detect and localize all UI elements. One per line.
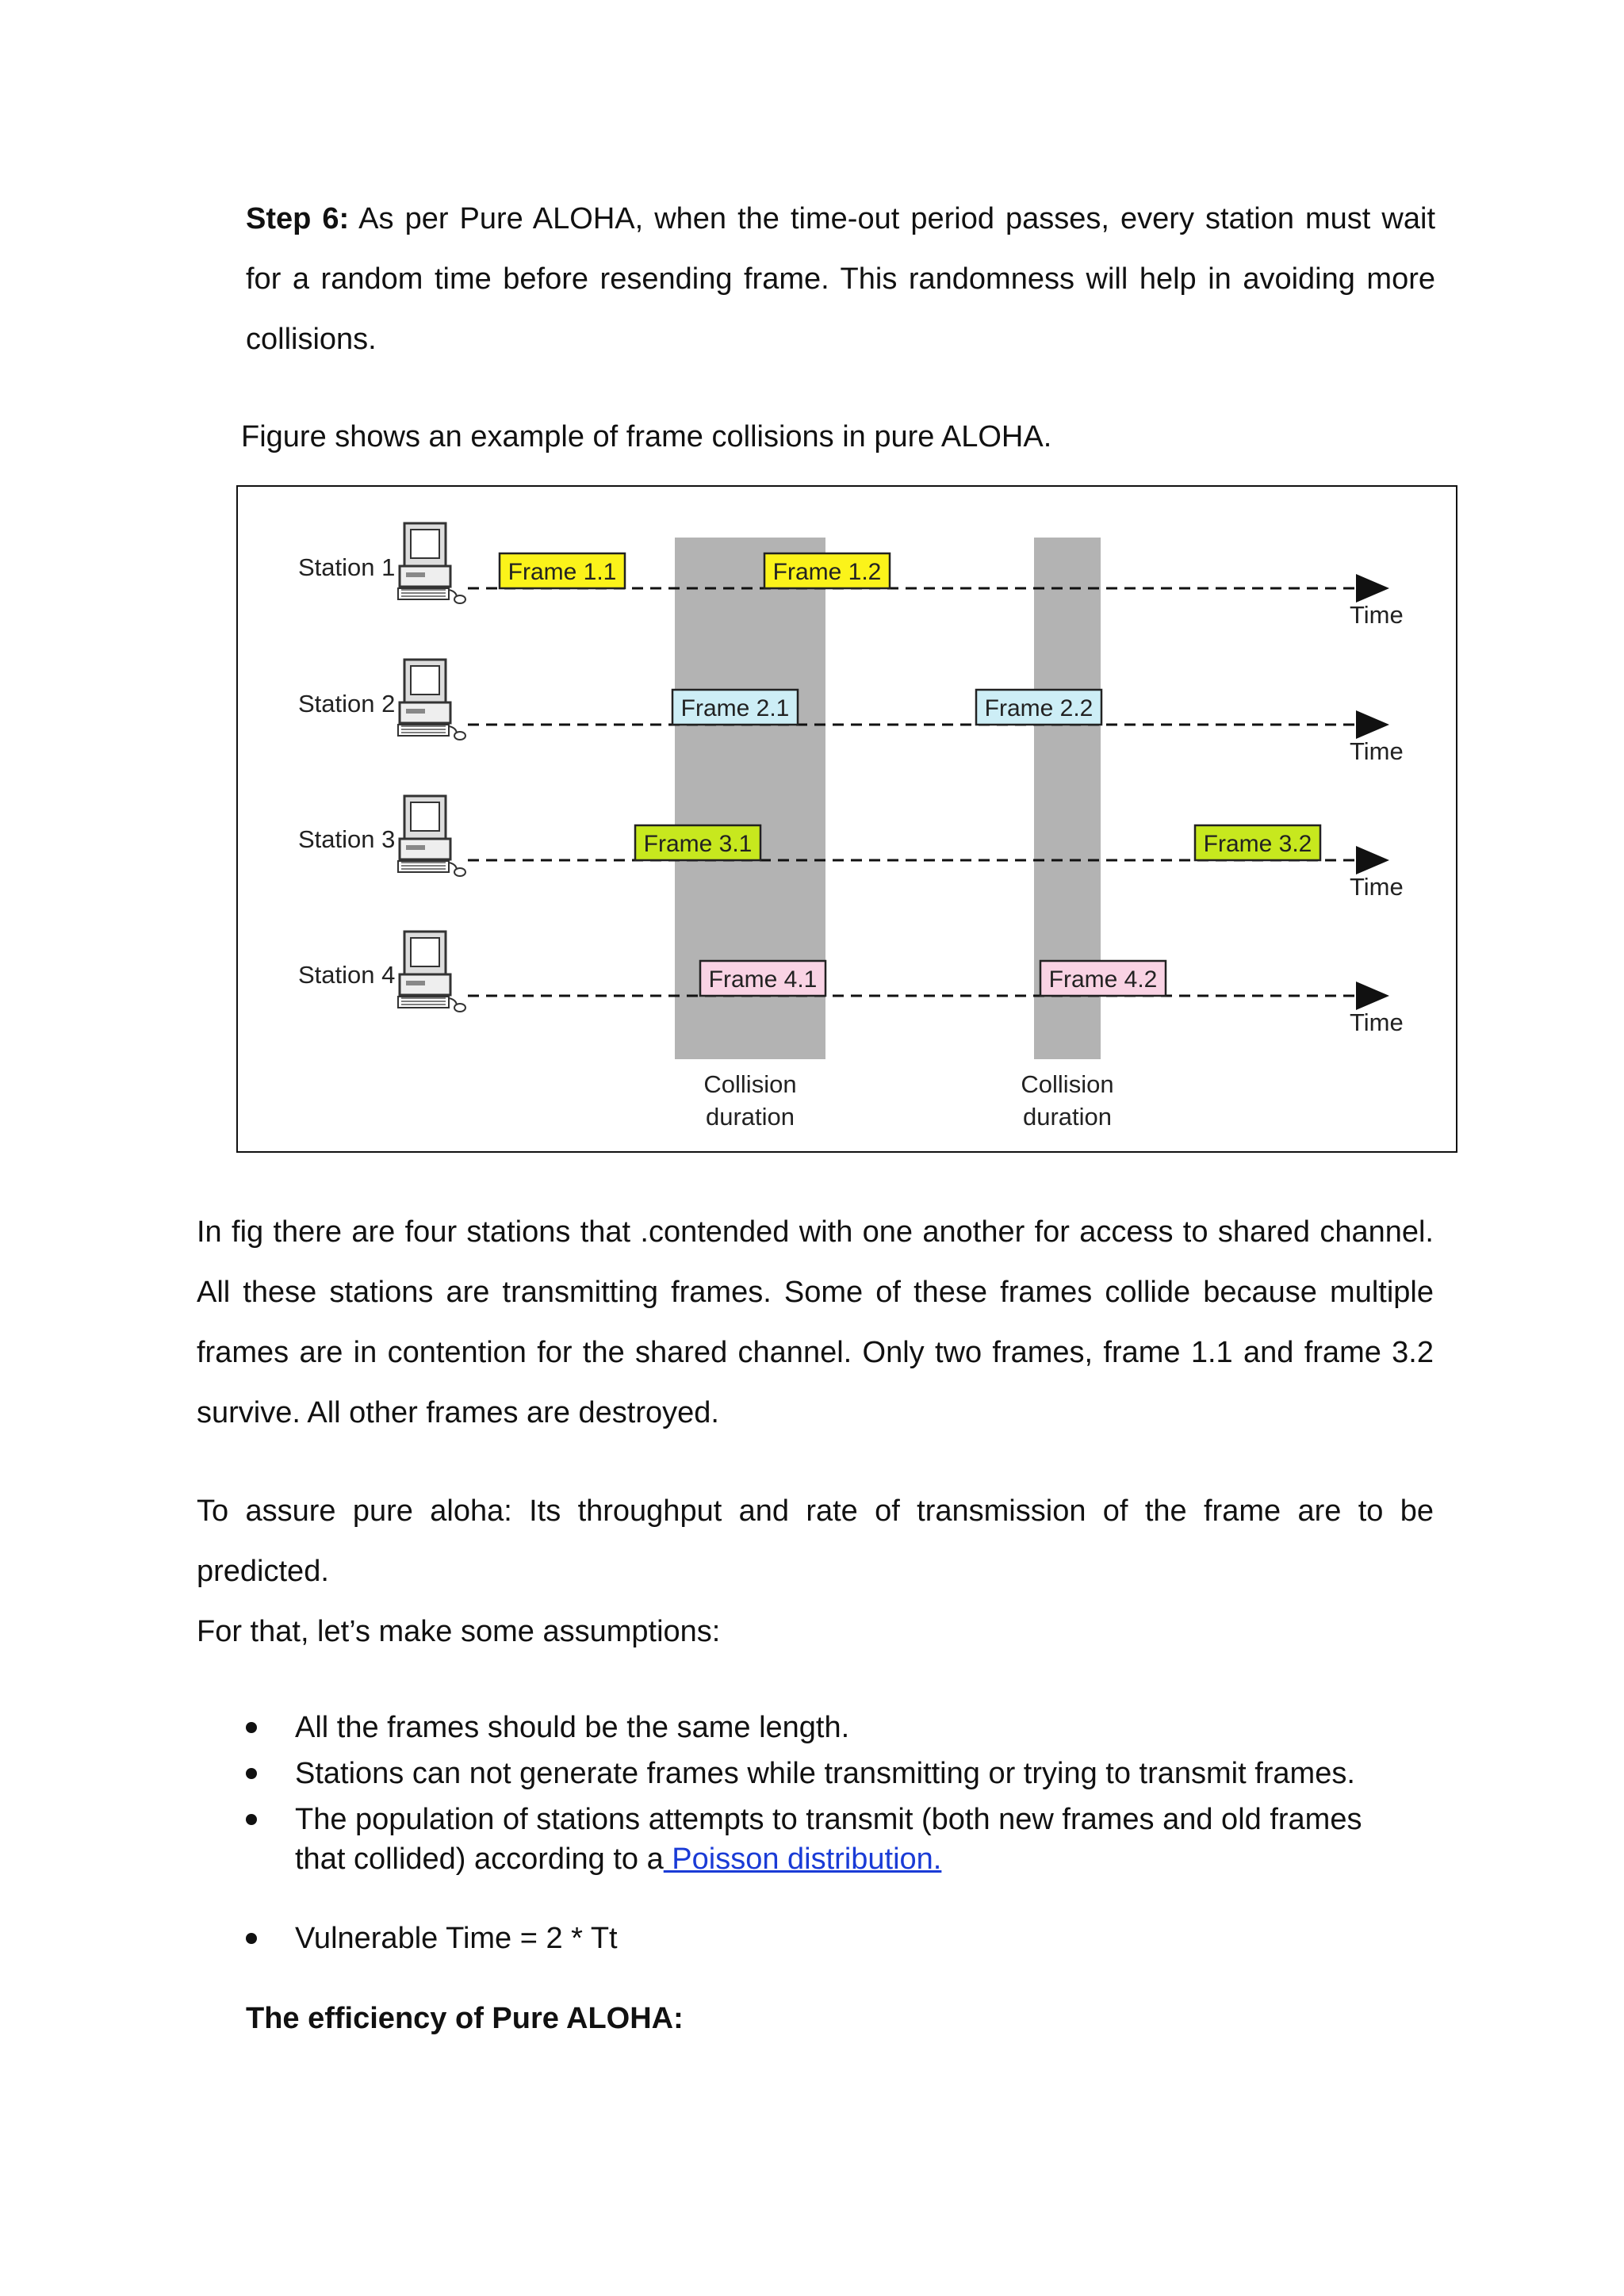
bullet-icon bbox=[246, 1933, 257, 1944]
computer-icon-3 bbox=[398, 796, 465, 876]
aloha-figure bbox=[236, 485, 1457, 1153]
computer-icon-4 bbox=[398, 932, 465, 1012]
time-label-4: Time bbox=[1350, 1008, 1404, 1036]
time-label-3: Time bbox=[1350, 873, 1404, 901]
station-4-label: Station 4 bbox=[298, 961, 396, 989]
collision-label-2a: Collision bbox=[1021, 1070, 1114, 1098]
step6-line-2: for a random time before resending frame. This randomness will help in avoiding more bbox=[246, 262, 1435, 296]
para1-line-4: survive. All other frames are destroyed. bbox=[197, 1396, 719, 1429]
explanation-paragraph bbox=[197, 1202, 1434, 1443]
frame-4-2-label: Frame 4.2 bbox=[1048, 966, 1158, 993]
assumptions-list: All the frames should be the same length. Stations can not generate frames while transmitting or trying to transmit frames. The population of stations attempts to transmit (both new frames and old frames that collided) according to a Poisson distribution. Vulnerable Time = 2 * Tt bbox=[246, 1708, 1483, 1961]
station-2-label: Station 2 bbox=[298, 690, 396, 718]
para2-line-1: To assure pure aloha: Its throughput and rate of transmission of the frame are to be bbox=[197, 1494, 1434, 1528]
para1-line-3: frames are in contention for the shared channel. Only two frames, frame 1.1 and frame 3.2 bbox=[197, 1336, 1434, 1369]
frame-3-1-label: Frame 3.1 bbox=[643, 831, 753, 857]
bullet-icon bbox=[246, 1814, 257, 1825]
figure-caption: Figure shows an example of frame collisions in pure ALOHA. bbox=[241, 420, 1052, 453]
para2-line-3: For that, let’s make some assumptions: bbox=[197, 1615, 721, 1648]
collision-label-1a: Collision bbox=[703, 1070, 797, 1098]
computer-icon-2 bbox=[398, 660, 465, 740]
para2-line-2: predicted. bbox=[197, 1555, 329, 1588]
bullet-icon bbox=[246, 1722, 257, 1733]
frame-2-1-label: Frame 2.1 bbox=[680, 695, 790, 721]
bullet-icon bbox=[246, 1768, 257, 1779]
frame-4-1-label: Frame 4.1 bbox=[708, 966, 818, 993]
time-label-2: Time bbox=[1350, 737, 1404, 765]
time-label-1: Time bbox=[1350, 601, 1404, 629]
step6-line-1: Step 6: As per Pure ALOHA, when the time-out period passes, every station must wait bbox=[246, 202, 1436, 235]
frame-3-2-label: Frame 3.2 bbox=[1203, 831, 1312, 857]
frame-1-1-label: Frame 1.1 bbox=[508, 559, 617, 585]
poisson-distribution-link[interactable]: Poisson distribution. bbox=[663, 1843, 942, 1876]
para1-line-2: All these stations are transmitting frames. Some of these frames collide because multiple bbox=[197, 1276, 1434, 1309]
collision-label-1b: duration bbox=[705, 1103, 795, 1131]
frame-2-2-label: Frame 2.2 bbox=[984, 695, 1094, 721]
step6-paragraph bbox=[246, 189, 1435, 369]
assumptions-paragraph bbox=[197, 1481, 1434, 1662]
station-3-label: Station 3 bbox=[298, 825, 396, 853]
computer-icon-1 bbox=[398, 523, 465, 603]
collision-label-2b: duration bbox=[1022, 1103, 1113, 1131]
aloha-diagram bbox=[238, 487, 1456, 1151]
step6-label: Step 6: bbox=[246, 202, 350, 235]
step6-line-3: collisions. bbox=[246, 323, 377, 356]
efficiency-heading: The efficiency of Pure ALOHA: bbox=[246, 2002, 684, 2035]
frame-1-2-label: Frame 1.2 bbox=[772, 559, 882, 585]
station-1-label: Station 1 bbox=[298, 553, 396, 581]
para1-line-1: In fig there are four stations that .contended with one another for access to shared channel. bbox=[197, 1215, 1434, 1249]
